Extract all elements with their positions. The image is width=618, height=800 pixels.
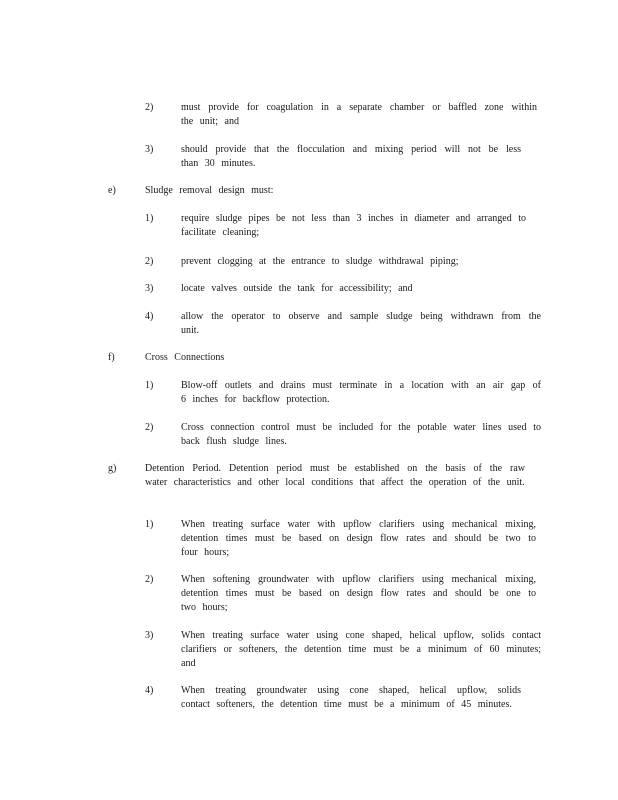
- item-text-e1: require sludge pipes be not less than 3 inches in diameter and arranged to facilitate cleaning;: [181, 213, 526, 238]
- item-label-f2: 2): [145, 422, 154, 433]
- item-text-c3: should provide that the flocculation and mixing period will not be less than 30 minutes.: [181, 144, 521, 169]
- section-text-g: Detention Period. Detention period must be established on the basis of the raw water characteristics and other local conditions that affect the operation of the unit.: [145, 463, 525, 488]
- item-label-g2: 2): [145, 574, 154, 585]
- item-label-g1: 1): [145, 519, 154, 530]
- item-text-e4: allow the operator to observe and sample sludge being withdrawn from the unit.: [181, 311, 541, 336]
- item-label-e2: 2): [145, 256, 154, 267]
- section-label-f: f): [108, 352, 115, 363]
- item-text-f2: Cross connection control must be included for the potable water lines used to back flush sludge lines.: [181, 422, 541, 447]
- item-label-e4: 4): [145, 311, 154, 322]
- item-label-f1: 1): [145, 380, 154, 391]
- section-text-e: Sludge removal design must:: [145, 185, 274, 196]
- section-label-g: g): [108, 463, 117, 474]
- item-text-e2: prevent clogging at the entrance to sludge withdrawal piping;: [181, 256, 459, 267]
- item-text-f1: Blow-off outlets and drains must terminate in a location with an air gap of 6 inches for backflow protection.: [181, 380, 541, 405]
- section-text-f: Cross Connections: [145, 352, 225, 363]
- item-text-g4: When treating groundwater using cone shaped, helical upflow, solids contact softeners, the detention time must be a minimum of 45 minutes.: [181, 685, 521, 710]
- item-text-e3: locate valves outside the tank for accessibility; and: [181, 283, 413, 294]
- item-text-g1: When treating surface water with upflow clarifiers using mechanical mixing, detention times must be based on design flow rates and should be two to four hours;: [181, 519, 536, 558]
- item-text-g3: When treating surface water using cone shaped, helical upflow, solids contact clarifiers or softeners, the detention time must be a minimum of 60 minutes; and: [181, 630, 541, 669]
- item-label-e1: 1): [145, 213, 154, 224]
- item-label-g4: 4): [145, 685, 154, 696]
- item-label-c3: 3): [145, 144, 154, 155]
- item-label-e3: 3): [145, 283, 154, 294]
- item-text-g2: When softening groundwater with upflow clarifiers using mechanical mixing, detention times must be based on design flow rates and should be one to two hours;: [181, 574, 536, 613]
- section-label-e: e): [108, 185, 116, 196]
- item-text-c2: must provide for coagulation in a separate chamber or baffled zone within the unit; and: [181, 102, 537, 127]
- item-label-c2: 2): [145, 102, 154, 113]
- item-label-g3: 3): [145, 630, 154, 641]
